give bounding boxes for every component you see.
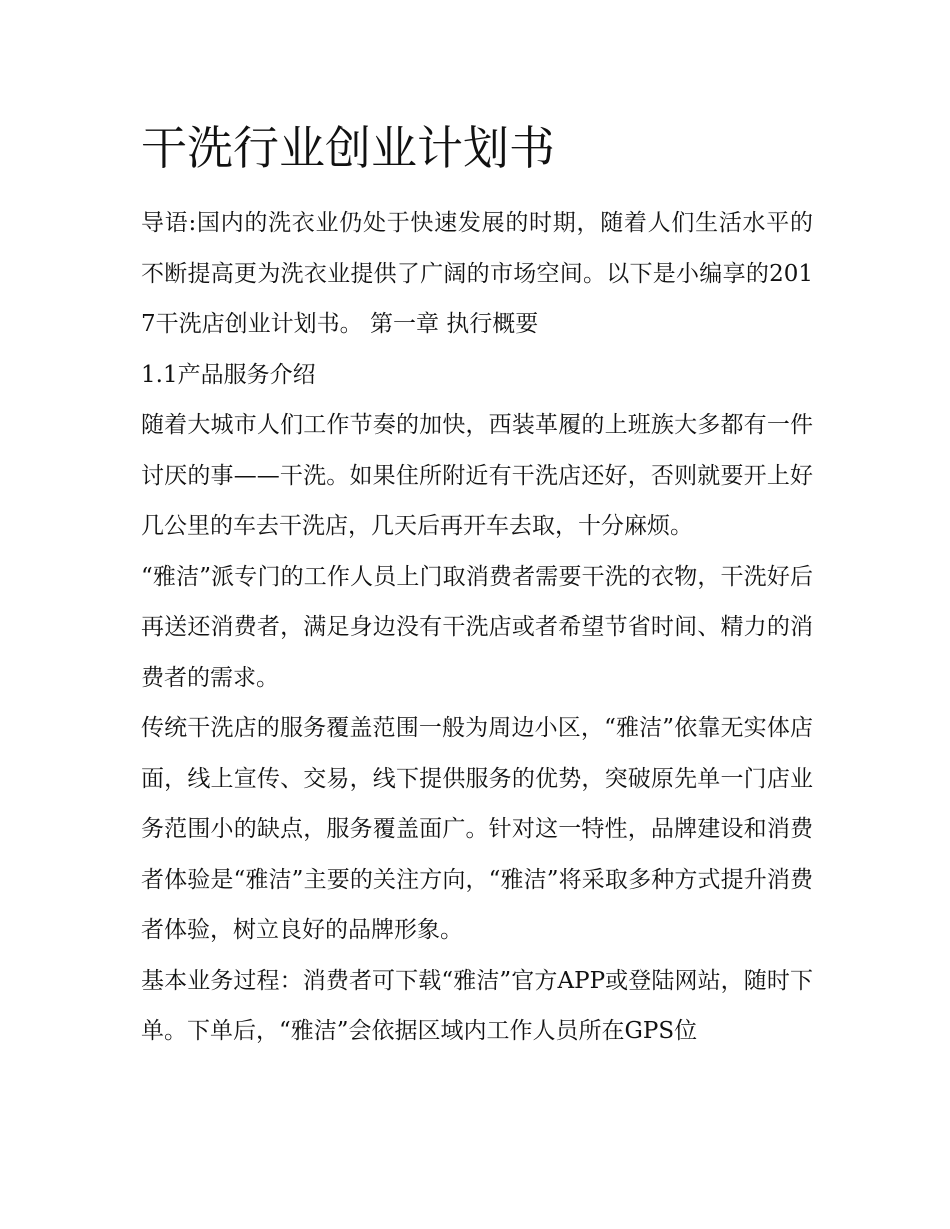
section-heading: 1.1产品服务介绍 bbox=[141, 361, 316, 388]
document-title: 干洗行业创业计划书 bbox=[141, 121, 555, 175]
paragraph-1: 随着大城市人们工作节奏的加快，西装革履的上班族大多都有一件讨厌的事——干洗。如果住所附近有干洗店还好，否则就要开上好几公里的车去干洗店，几天后再开车去取，十分麻烦。 bbox=[141, 412, 813, 539]
document-body bbox=[141, 198, 813, 1057]
paragraph-2: “雅洁”派专门的工作人员上门取消费者需要干洗的衣物，干洗好后再送还消费者，满足身边没有干洗店或者希望节省时间、精力的消费者的需求。 bbox=[141, 563, 813, 691]
intro-paragraph: 导语:国内的洗衣业仍处于快速发展的时期，随着人们生活水平的不断提高更为洗衣业提供了广阔的市场空间。以下是小编享的2017干洗店创业计划书。 第一章 执行概要 bbox=[141, 210, 813, 337]
paragraph-4: 基本业务过程：消费者可下载“雅洁”官方APP或登陆网站，随时下单。下单后，“雅洁”会依据区域内工作人员所在GPS位 bbox=[141, 967, 813, 1044]
paragraph-3: 传统干洗店的服务覆盖范围一般为周边小区，“雅洁”依靠无实体店面，线上宣传、交易，线下提供服务的优势，突破原先单一门店业务范围小的缺点，服务覆盖面广。针对这一特性，品牌建设和消费者体验是“雅洁”主要的关注方向，“雅洁”将采取多种方式提升消费者体验，树立良好的品牌形象。 bbox=[141, 715, 813, 943]
